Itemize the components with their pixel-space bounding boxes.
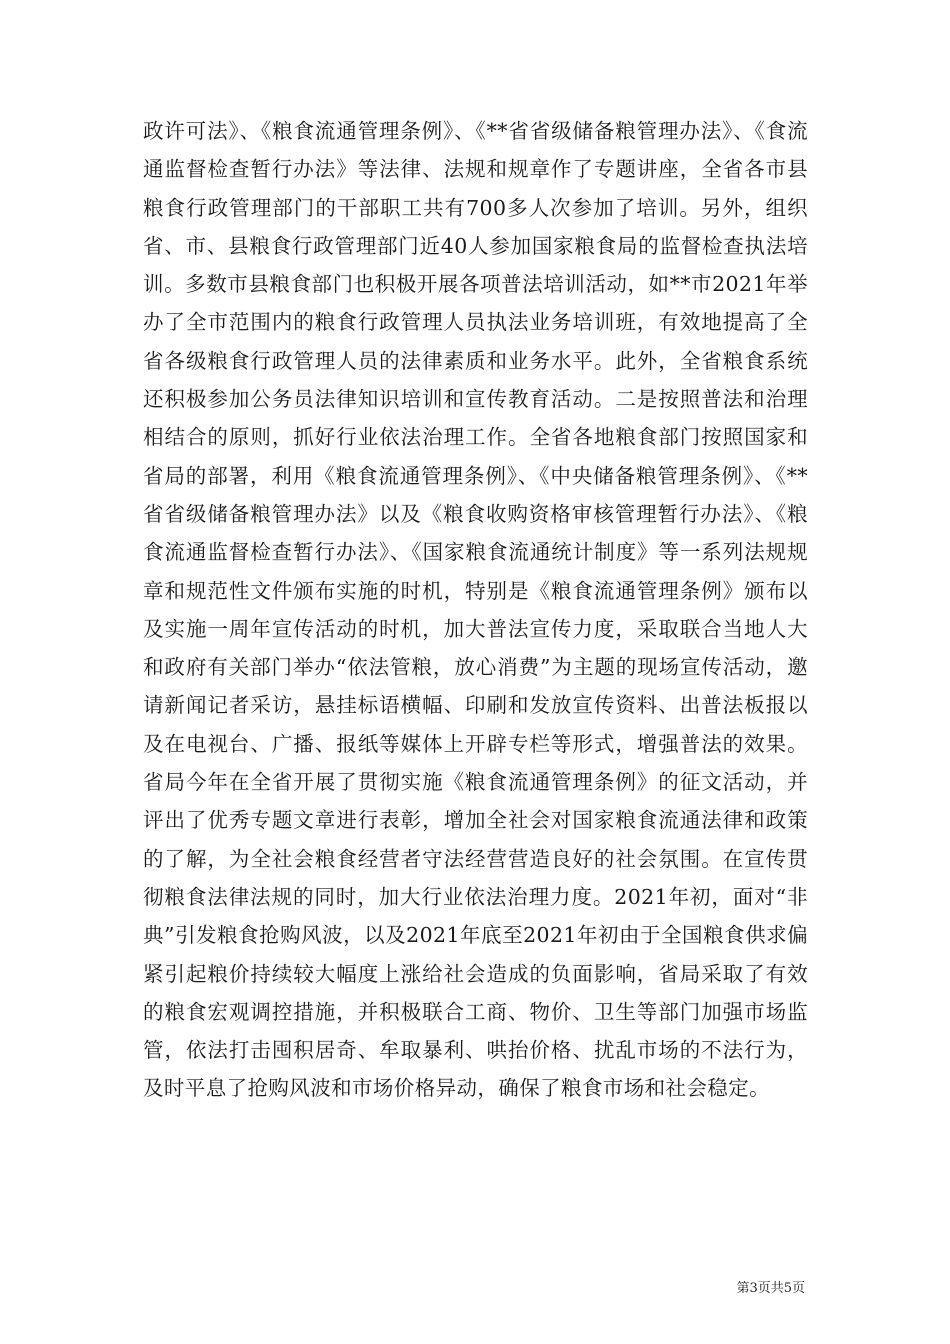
page-number: 第3页共5页 [736,1281,805,1296]
body-paragraph: 政许可法》、《粮食流通管理条例》、《**省省级储备粮管理办法》、《食流通监督检查暂行办法》等法律、法规和规章作了专题讲座，全省各市县粮食行政管理部门的干部职工共有700多人次参加了培训。另外，组织省、市、县粮食行政管理部门近40人参加国家粮食局的监督检查执法培训。多数市县粮食部门也积极开展各项普法培训活动，如**市2021年举办了全市范围内的粮食行政管理人员执法业务培训班，有效地提高了全省各级粮食行政管理人员的法律素质和业务水平。此外，全省粮食系统还积极参加公务员法律知识培训和宣传教育活动。二是按照普法和治理相结合的原则，抓好行业依法治理工作。全省各地粮食部门按照国家和省局的部署，利用《粮食流通管理条例》、《中央储备粮管理条例》、《**省省级储备粮管理办法》以及《粮食收购资格审核管理暂行办法》、《粮食流通监督检查暂行办法》、《国家粮食流通统计制度》等一系列法规规章和规范性文件颁布实施的时机，特别是《粮食流通管理条例》颁布以及实施一周年宣传活动的时机，加大普法宣传力度，采取联合当地人大和政府有关部门举办“依法管粮，放心消费”为主题的现场宣传活动，邀请新闻记者采访，悬挂标语横幅、印刷和发放宣传资料、出普法板报以及在电视台、广播、报纸等媒体上开辟专栏等形式，增强普法的效果。省局今年在全省开展了贯彻实施《粮食流通管理条例》的征文活动，并评出了优秀专题文章进行表彰，增加全社会对国家粮食流通法律和政策的了解，为全社会粮食经营者守法经营营造良好的社会氛围。在宣传贯彻粮食法律法规的同时，加大行业依法治理力度。2021年初，面对“非典”引发粮食抢购风波，以及2021年底至2021年初由于全国粮食供求偏紧引起粮价持续较大幅度上涨给社会造成的负面影响，省局采取了有效的粮食宏观调控措施，并积极联合工商、物价、卫生等部门加强市场监管，依法打击囤积居奇、牟取暴利、哄抬价格、扰乱市场的不法行为，及时平息了抢购风波和市场价格异动，确保了粮食市场和社会稳定。 [143,119,808,1101]
